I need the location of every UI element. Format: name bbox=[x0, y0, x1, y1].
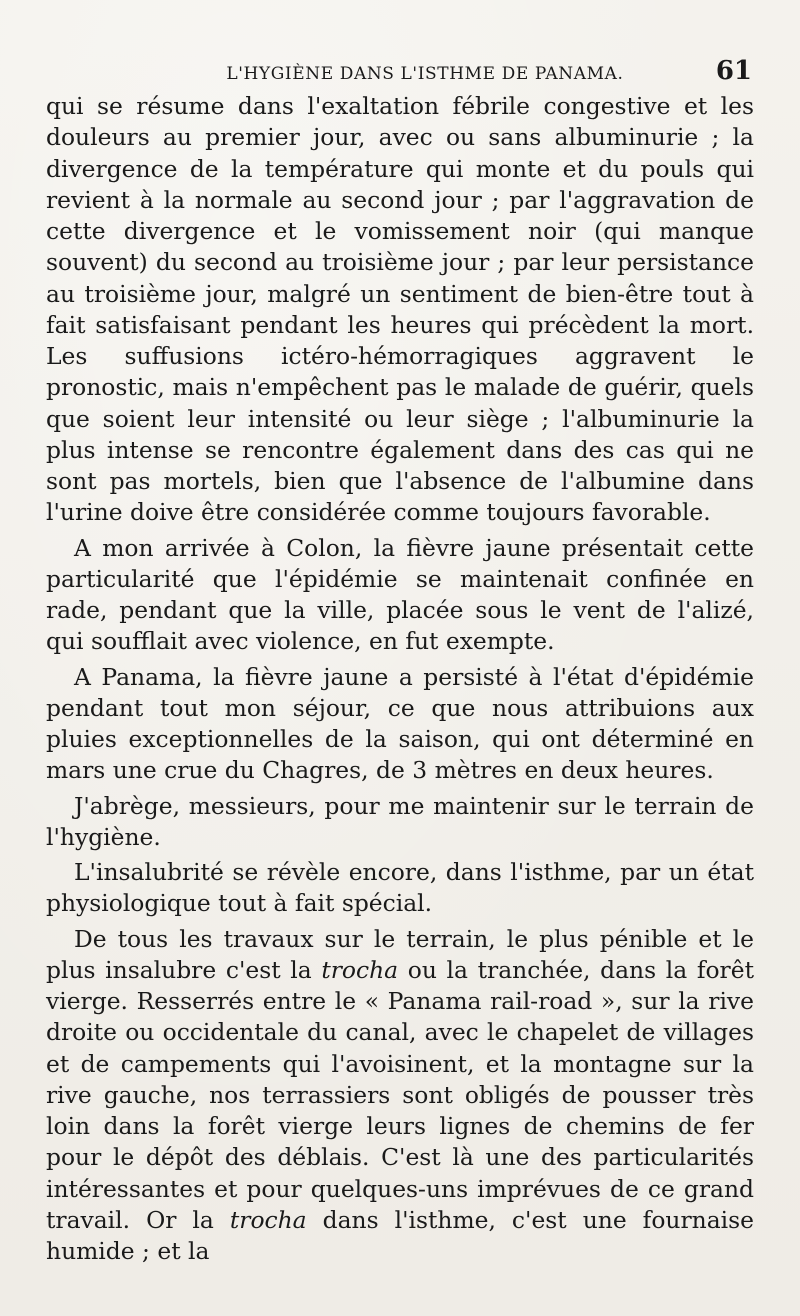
text-run: A mon arrivée à Colon, la fièvre jaune présentait cette particularité que l'épidémie se maintenait confinée en rade, pendant que la ville, placée sous le vent de l'alizé, qui soufflait avec violence, en fut exempte. bbox=[46, 533, 754, 656]
page-number: 61 bbox=[715, 56, 752, 86]
page-header bbox=[46, 56, 754, 86]
paragraph bbox=[46, 924, 754, 1268]
paragraph bbox=[46, 91, 754, 529]
text-run: qui se résume dans l'exaltation fébrile congestive et les douleurs au premier jour, avec ou sans albuminurie ; la divergence de la température qui monte et du pouls qui revient à la normale au second jour ; par l'aggravation de cette divergence et le vomissement noir (qui manque souvent) du second au troisième jour ; par leur persistance au troisième jour, malgré un sentiment de bien-être tout à fait satisfaisant pendant les heures qui précèdent la mort. Les suffusions ictéro-hémorragiques aggravent le pronostic, mais n'empêchent pas le malade de guérir, quels que soient leur intensité ou leur siège ; l'albuminurie la plus intense se rencontre également dans des cas qui ne sont pas mortels, bien que l'absence de l'albumine dans l'urine doive être considérée comme toujours favorable. bbox=[46, 92, 754, 527]
body-text bbox=[46, 91, 754, 1267]
text-run: J'abrège, messieurs, pour me maintenir sur le terrain de l'hygiène. bbox=[46, 791, 754, 851]
paragraph bbox=[46, 857, 754, 920]
text-run: A Panama, la fièvre jaune a persisté à l'état d'épidémie pendant tout mon séjour, ce que nous attribuions aux pluies exceptionnelles de la saison, qui ont déterminé en mars une crue du Chagres, de 3 mètres en deux heures. bbox=[46, 662, 754, 785]
text-run: dans l'isthme, c'est une fournaise humide ; et la bbox=[46, 1205, 754, 1265]
paragraph bbox=[46, 662, 754, 787]
italic-term: trocha bbox=[321, 955, 399, 984]
paragraph bbox=[46, 533, 754, 658]
italic-term: trocha bbox=[229, 1205, 307, 1234]
running-title: L'HYGIÈNE DANS L'ISTHME DE PANAMA. bbox=[226, 64, 624, 84]
text-run: L'insalubrité se révèle encore, dans l'isthme, par un état physiologique tout à fait spécial. bbox=[46, 858, 754, 918]
text-run: ou la tranchée, dans la forêt vierge. Resserrés entre le « Panama rail-road », sur la rive droite ou occidentale du canal, avec le chapelet de villages et de campements qui l'avoisinent, et la montagne sur la rive gauche, nos terrassiers sont obligés de pousser très loin dans la forêt vierge leurs lignes de chemins de fer pour le dépôt des déblais. C'est là une des particularités intéressantes et pour quelques-uns imprévues de ce grand travail. Or la bbox=[46, 955, 754, 1234]
text-run: De tous les travaux sur le terrain, le plus pénible et le plus insalubre c'est la bbox=[46, 924, 754, 984]
paragraph bbox=[46, 791, 754, 854]
